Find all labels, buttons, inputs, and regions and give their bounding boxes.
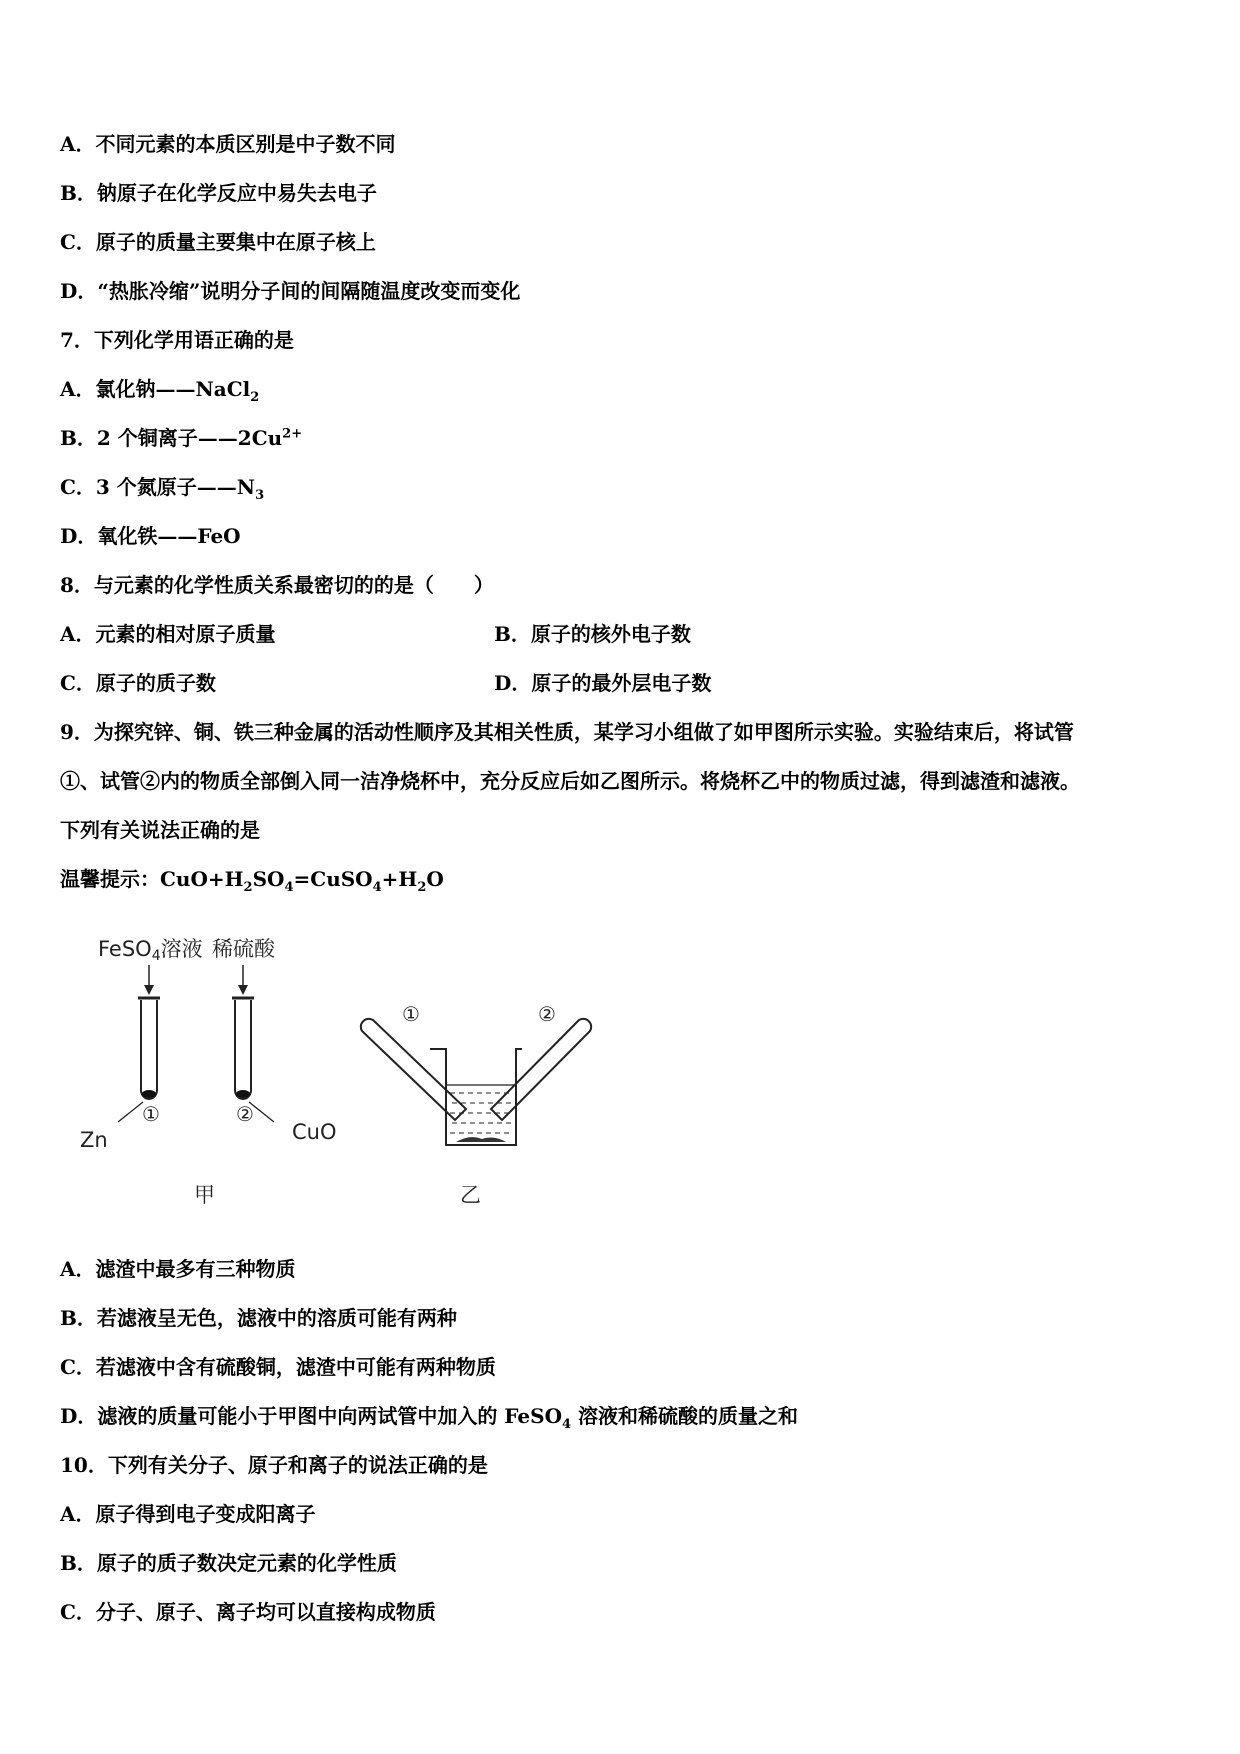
arrow-feso4: [144, 965, 154, 995]
q10-option-b: B．原子的质子数决定元素的化学性质: [60, 1551, 397, 1575]
experiment-figure: [60, 905, 620, 1225]
q9-option-c: C．若滤液中含有硫酸铜，滤渣中可能有两种物质: [60, 1355, 496, 1379]
q7-option-d: D．氧化铁——FeO: [60, 524, 241, 548]
q8-option-d: D．原子的最外层电子数: [494, 671, 712, 695]
test-tube-2: [232, 998, 254, 1099]
q6-option-d: D．“热胀冷缩”说明分子间的间隔随温度改变而变化: [60, 279, 521, 303]
q9-hint: 温馨提示：$CuO+H_2SO_4=CuSO_4+H_2O$: [60, 867, 444, 895]
q8-stem: 8．与元素的化学性质关系最密切的的是（ ）: [60, 573, 494, 597]
tube1-number: ①: [142, 1102, 160, 1126]
label-figure-yi: 乙: [460, 1183, 481, 1207]
q7-option-b: B．2 个铜离子$——2Cu^{2+}$: [60, 426, 303, 450]
q9-stem-line3: 下列有关说法正确的是: [60, 818, 260, 842]
tube2-number: ②: [236, 1102, 254, 1126]
q7-stem: 7．下列化学用语正确的是: [60, 328, 294, 352]
q9-stem-line1: 9．为探究锌、铜、铁三种金属的活动性顺序及其相关性质，某学习小组做了如甲图所示实验。实验结束后，将试管: [60, 720, 1074, 744]
q10-option-c: C．分子、原子、离子均可以直接构成物质: [60, 1600, 436, 1624]
q8-option-c: C．原子的质子数: [60, 671, 216, 695]
q7-option-c: C．3 个氮原子$——N_3$: [60, 475, 265, 503]
q9-option-d: D．滤液的质量可能小于甲图中向两试管中加入的 FeSO$_4$ 溶液和稀硫酸的质量之和: [60, 1404, 799, 1432]
pouring-tube-2: [491, 1019, 591, 1120]
q9-option-b: B．若滤液呈无色，滤液中的溶质可能有两种: [60, 1306, 457, 1330]
q8-option-a: A．元素的相对原子质量: [60, 622, 276, 646]
q10-stem: 10．下列有关分子、原子和离子的说法正确的是: [60, 1453, 488, 1477]
q9-stem-line2: ①、试管②内的物质全部倒入同一洁净烧杯中，充分反应后如乙图所示。将烧杯乙中的物质过滤，得到滤渣和滤液。: [60, 769, 1080, 793]
q10-option-a: A．原子得到电子变成阳离子: [60, 1502, 316, 1526]
label-zn: Zn: [80, 1128, 108, 1152]
q9-option-a: A．滤渣中最多有三种物质: [60, 1257, 296, 1281]
label-dilute-sulfuric-acid: 稀硫酸: [212, 937, 275, 961]
pour-tube2-number: ②: [538, 1002, 556, 1026]
q7-option-a: A．氯化钠——NaCl$_2$: [60, 377, 260, 405]
test-tube-1: [138, 998, 160, 1099]
pouring-tube-1: [361, 1019, 466, 1120]
label-feso4-solution: FeSO4溶液: [98, 937, 203, 964]
q6-option-b: B．钠原子在化学反应中易失去电子: [60, 181, 377, 205]
beaker: [430, 1049, 522, 1145]
q8-option-b: B．原子的核外电子数: [494, 622, 691, 646]
label-cuo: CuO: [292, 1120, 337, 1144]
q6-option-a: A．不同元素的本质区别是中子数不同: [60, 132, 396, 156]
label-figure-jia: 甲: [194, 1183, 215, 1207]
arrow-acid: [238, 965, 248, 995]
pour-tube1-number: ①: [402, 1002, 420, 1026]
q6-option-c: C．原子的质量主要集中在原子核上: [60, 230, 376, 254]
